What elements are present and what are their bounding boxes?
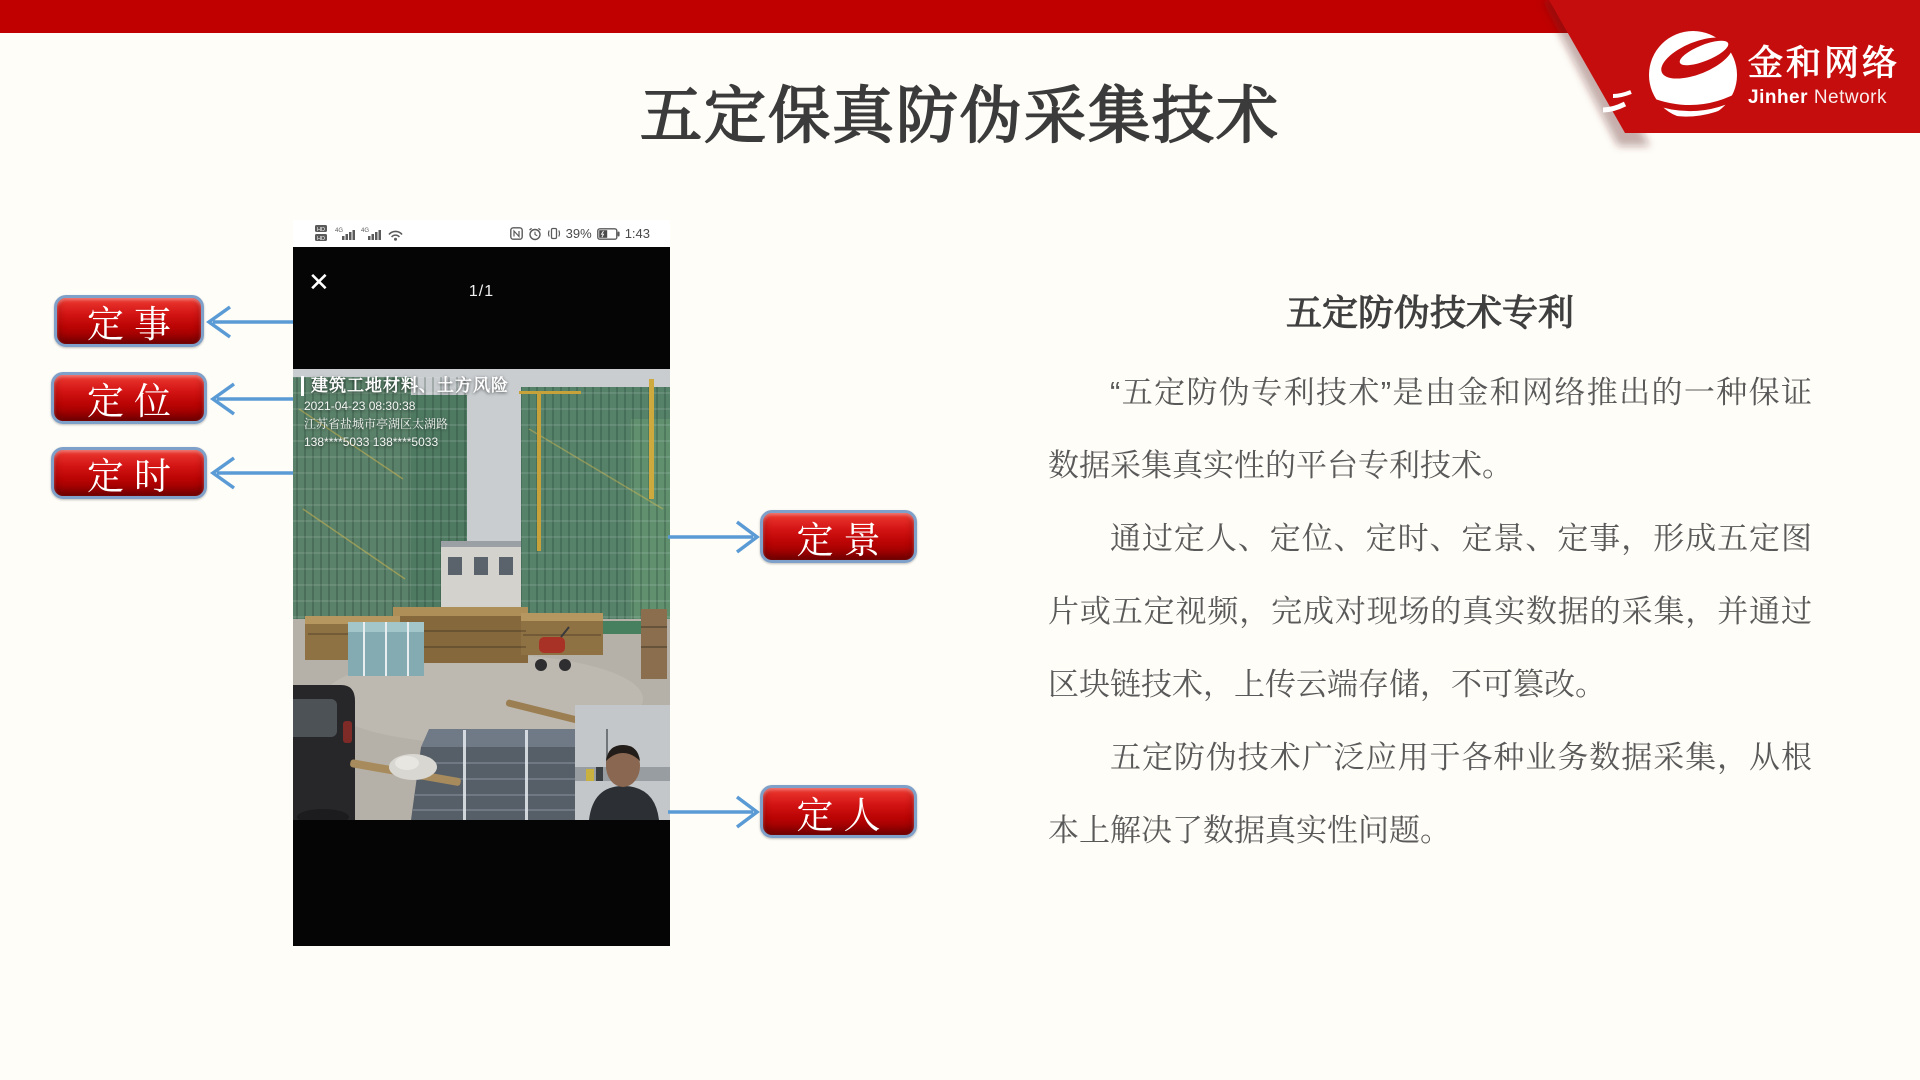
svg-text:HD: HD bbox=[317, 227, 325, 233]
svg-text:4G: 4G bbox=[361, 228, 370, 234]
page-indicator: 1/1 bbox=[468, 283, 495, 300]
phone-status-bar bbox=[293, 220, 670, 247]
status-left-icons bbox=[315, 224, 404, 243]
signal-4g-icon bbox=[335, 226, 356, 241]
construction-site-photo bbox=[293, 369, 670, 820]
watermark-title: 建筑工地材料、土方风险 bbox=[301, 376, 509, 396]
watermark-address: 江苏省盐城市亭湖区太湖路 bbox=[304, 417, 449, 431]
svg-text:HD: HD bbox=[317, 236, 325, 242]
photo-viewer-bottom-bar bbox=[293, 820, 670, 946]
callout-event: 定事 bbox=[54, 295, 204, 347]
signal-4g-icon bbox=[361, 226, 382, 241]
callout-scene: 定景 bbox=[760, 510, 917, 563]
arrow-to-location bbox=[213, 384, 293, 414]
logo-name-en-bold: Jinher bbox=[1748, 87, 1809, 108]
alarm-clock-icon bbox=[528, 227, 542, 241]
arrow-to-scene bbox=[668, 522, 757, 552]
arrow-to-time bbox=[213, 458, 293, 488]
wifi-icon bbox=[387, 227, 404, 241]
close-icon[interactable]: ✕ bbox=[308, 267, 330, 297]
watermark-timestamp: 2021-04-23 08:30:38 bbox=[304, 399, 416, 413]
watermark-phone-numbers: 138****5033 138****5033 bbox=[304, 435, 439, 449]
photo-watermark-overlay bbox=[301, 376, 509, 450]
panel-paragraph-2: 通过定人、定位、定时、定景、定事，形成五定图片或五定视频，完成对现场的真实数据的采集，并通过区块链技术，上传云端存储，不可篡改。 bbox=[1048, 521, 1812, 702]
panel-heading: 五定防伪技术专利 bbox=[1285, 292, 1574, 333]
battery-percent: 39% bbox=[565, 226, 592, 241]
status-time: 1:43 bbox=[624, 226, 650, 241]
hd-volte-icon bbox=[315, 224, 330, 243]
logo-text bbox=[1748, 46, 1900, 107]
arrow-to-event bbox=[209, 307, 293, 337]
battery-icon bbox=[597, 228, 620, 240]
logo-name-zh: 金和网络 bbox=[1748, 44, 1901, 83]
phone-screenshot bbox=[293, 220, 670, 946]
panel-paragraph-3: 五定防伪技术广泛应用于各种业务数据采集，从根本上解决了数据真实性问题。 bbox=[1048, 740, 1812, 848]
vibrate-icon bbox=[547, 227, 561, 240]
callout-location: 定位 bbox=[51, 372, 207, 424]
callout-person: 定人 bbox=[760, 785, 917, 838]
callout-time: 定时 bbox=[51, 447, 207, 499]
page-title: 五定保真防伪采集技术 bbox=[639, 82, 1280, 151]
nfc-icon bbox=[510, 227, 523, 240]
status-right-icons bbox=[510, 226, 650, 241]
logo-name-en-light: Network bbox=[1813, 87, 1887, 108]
selfie-inset bbox=[575, 705, 670, 820]
panel-paragraph-1: “五定防伪专利技术”是由金和网络推出的一种保证数据采集真实性的平台专利技术。 bbox=[1048, 375, 1812, 483]
svg-text:4G: 4G bbox=[335, 228, 344, 234]
photo-viewer-top-bar bbox=[293, 247, 670, 369]
arrow-to-person bbox=[668, 797, 757, 827]
description-panel bbox=[1048, 285, 1812, 867]
